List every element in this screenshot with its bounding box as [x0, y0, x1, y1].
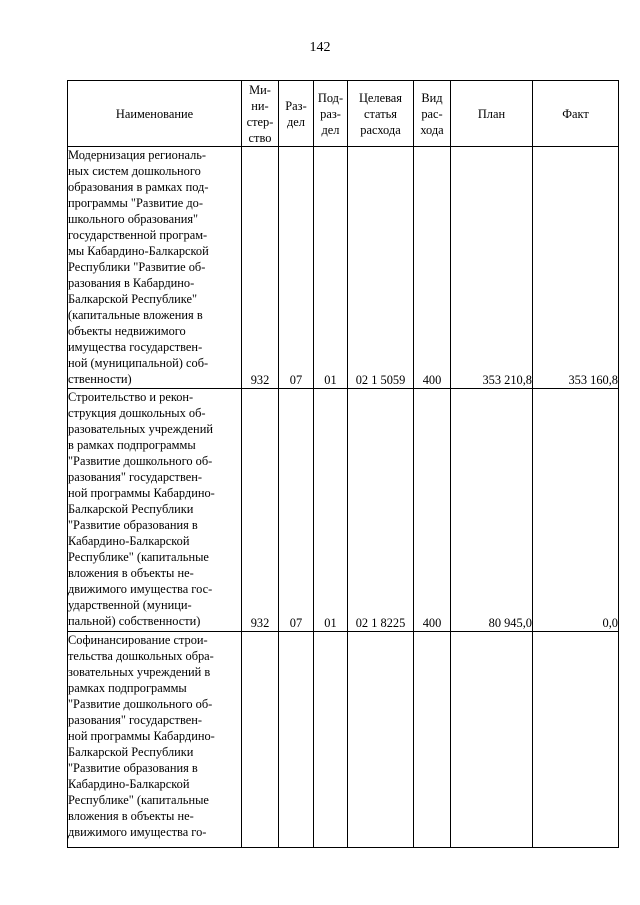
- row-name: Софинансирование строи- тельства дошкольных обра- зовательных учреждений в рамках подпрограммы "Развитие дошкольного об- разования" государствен- ной программы Кабардино- Балкарской Республики "Развитие образования в Кабардино-Балкарской Республике" (капитальные вложения в объекты не- движимого имущества го-: [68, 632, 242, 848]
- row-name: Модернизация региональ- ных систем дошкольного образования в рамках под- программы "Развитие до- школьного образования" государственной програм- мы Кабардино-Балкарской Республики "Развитие об- разования в Кабардино- Балкарской Республике" (капитальные вложения в объекты недвижимого имущества государствен- ной (муниципальной) соб- ственности): [68, 147, 242, 389]
- header-target-item: Целевая статья расхода: [348, 81, 414, 147]
- table-row: [68, 632, 619, 848]
- table-row: [68, 389, 619, 632]
- row-name: Строительство и рекон- струкция дошкольных об- разовательных учреждений в рамках подпрограммы "Развитие дошкольного об- разования" государствен- ной программы Кабардино- Балкарской Республики "Развитие образования в Кабардино-Балкарской Республике" (капитальные вложения в объекты не- движимого имущества гос- ударственной (муници- пальной) собственности): [68, 389, 242, 632]
- table-row: [68, 147, 619, 389]
- row-ministry: [242, 632, 279, 848]
- row-plan: 353 210,8: [451, 147, 533, 389]
- row-ministry: 932: [242, 389, 279, 632]
- row-target-item: [348, 632, 414, 848]
- row-expense-type: 400: [414, 389, 451, 632]
- row-subsection: 01: [314, 147, 348, 389]
- header-plan: План: [451, 81, 533, 147]
- row-fact: 353 160,8: [533, 147, 619, 389]
- row-subsection: 01: [314, 389, 348, 632]
- header-section: Раз- дел: [279, 81, 314, 147]
- row-fact: 0,0: [533, 389, 619, 632]
- row-ministry: 932: [242, 147, 279, 389]
- header-ministry: Ми- ни- стер- ство: [242, 81, 279, 147]
- row-target-item: 02 1 8225: [348, 389, 414, 632]
- row-section: 07: [279, 147, 314, 389]
- header-name: Наименование: [68, 81, 242, 147]
- row-section: 07: [279, 389, 314, 632]
- row-target-item: 02 1 5059: [348, 147, 414, 389]
- header-fact: Факт: [533, 81, 619, 147]
- header-subsection: Под- раз- дел: [314, 81, 348, 147]
- row-fact: [533, 632, 619, 848]
- header-expense-type: Вид рас- хода: [414, 81, 451, 147]
- row-expense-type: [414, 632, 451, 848]
- row-plan: 80 945,0: [451, 389, 533, 632]
- header-row: [68, 81, 619, 147]
- row-section: [279, 632, 314, 848]
- budget-table: [67, 80, 619, 848]
- row-subsection: [314, 632, 348, 848]
- row-expense-type: 400: [414, 147, 451, 389]
- page-number: 142: [309, 40, 331, 55]
- row-plan: [451, 632, 533, 848]
